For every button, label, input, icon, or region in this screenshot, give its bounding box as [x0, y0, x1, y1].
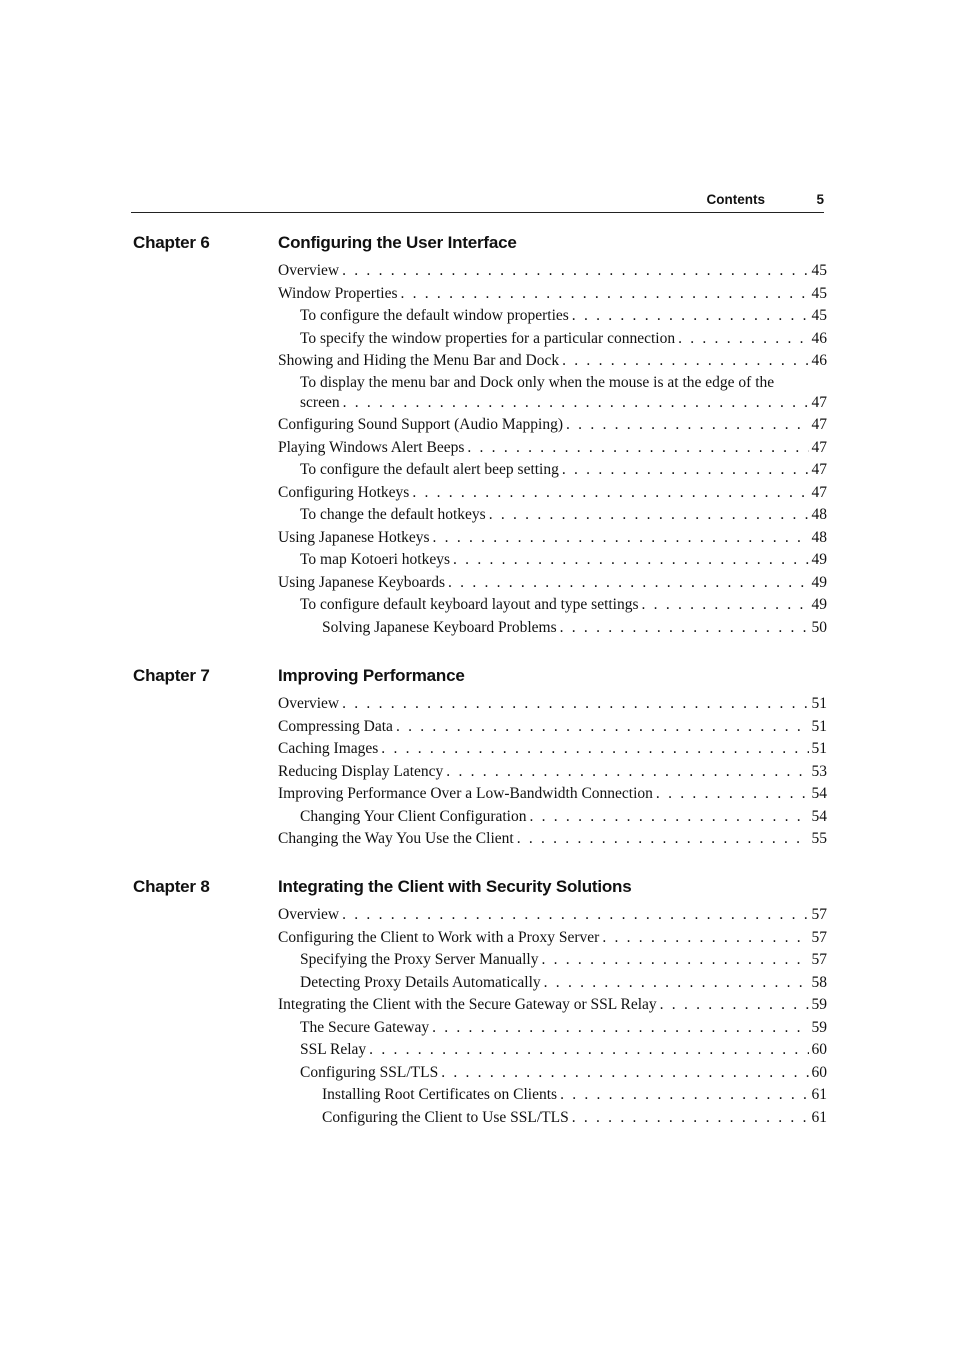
dot-leader	[560, 1084, 808, 1107]
toc-entry[interactable]	[278, 283, 827, 306]
toc-entry[interactable]	[278, 1084, 827, 1107]
dot-leader	[369, 1039, 808, 1062]
toc-entry[interactable]	[278, 828, 827, 851]
dot-leader	[400, 283, 808, 306]
dot-leader	[453, 549, 808, 572]
page-number: 5	[816, 192, 824, 207]
toc-entry-text: Configuring Sound Support (Audio Mapping)	[278, 416, 564, 433]
toc-entry-page: 59	[811, 996, 827, 1013]
dot-leader	[562, 459, 809, 482]
dot-leader	[517, 828, 809, 851]
toc-entry-page: 49	[811, 596, 827, 613]
toc-entry-text: To specify the window properties for a particular connection	[300, 329, 676, 347]
dot-leader	[560, 617, 809, 640]
toc-entry-text: SSL Relay	[300, 1041, 367, 1058]
toc-entry-text: Reducing Display Latency	[278, 762, 444, 780]
toc-entry[interactable]	[278, 1039, 827, 1062]
toc-entry-text: Overview	[278, 695, 340, 712]
toc-entry-page: 54	[811, 785, 827, 802]
toc-entry-text: Configuring Hotkeys	[278, 483, 410, 501]
toc-entry-text: The Secure Gateway	[300, 1018, 430, 1036]
toc-entry[interactable]	[278, 617, 827, 640]
toc-entry[interactable]	[278, 260, 827, 283]
dot-leader	[433, 527, 809, 550]
toc-entry[interactable]	[278, 904, 827, 927]
toc-entry-text: Overview	[278, 906, 340, 923]
running-header	[131, 190, 824, 213]
toc-entry-text: Integrating the Client with the Secure Gateway or SSL Relay	[278, 996, 657, 1013]
dot-leader	[660, 994, 809, 1017]
toc-entry[interactable]	[278, 972, 827, 995]
dot-leader	[396, 716, 809, 739]
chapter-label: Chapter 7	[133, 666, 210, 685]
toc-entries	[278, 904, 827, 1129]
toc-entry-page: 45	[811, 262, 827, 279]
toc-entry[interactable]	[278, 305, 827, 328]
toc-entries	[278, 693, 827, 851]
toc-entry[interactable]	[278, 1107, 827, 1130]
dot-leader	[448, 572, 808, 595]
toc-entry-text: Configuring the Client to Work with a Proxy Server	[278, 928, 600, 946]
toc-entry-page: 60	[811, 1063, 827, 1081]
dot-leader	[467, 437, 808, 460]
dot-leader	[544, 972, 809, 995]
toc-entry-text: Caching Images	[278, 740, 379, 757]
toc-entry-text: Playing Windows Alert Beeps	[278, 438, 465, 456]
dot-leader	[342, 260, 808, 283]
dot-leader	[572, 305, 809, 328]
toc-entry[interactable]	[278, 738, 827, 761]
toc-entry-text: To configure default keyboard layout and type settings	[300, 596, 639, 613]
toc-entry-text: Configuring the Client to Use SSL/TLS	[322, 1108, 569, 1126]
toc-entry[interactable]	[278, 504, 827, 527]
toc-entry-text: Using Japanese Hotkeys	[278, 528, 430, 546]
toc-entry-page: 58	[811, 973, 827, 991]
toc-entry[interactable]	[278, 949, 827, 972]
toc-entry-page: 57	[811, 951, 827, 968]
toc-entry[interactable]	[278, 783, 827, 806]
toc-entry-page: 57	[811, 906, 827, 923]
dot-leader	[342, 904, 808, 927]
dot-leader	[602, 927, 808, 950]
toc-entry-text: Compressing Data	[278, 717, 393, 735]
dot-leader	[541, 949, 808, 972]
toc-entry-page: 61	[811, 1108, 827, 1126]
dot-leader	[562, 350, 808, 373]
chapter-title: Improving Performance	[278, 666, 465, 685]
toc-entry-text: Specifying the Proxy Server Manually	[300, 951, 539, 968]
dot-leader	[572, 1107, 809, 1130]
toc-entry[interactable]	[278, 459, 827, 482]
toc-entry-page: 47	[811, 438, 827, 456]
toc-entry-text: screen	[300, 393, 340, 411]
toc-entry-page: 48	[811, 506, 827, 523]
toc-entry[interactable]	[278, 594, 827, 617]
toc-entry-page: 49	[811, 573, 827, 591]
toc-entry-text: Changing the Way You Use the Client	[278, 830, 514, 847]
toc-entry-text: Solving Japanese Keyboard Problems	[322, 618, 557, 636]
toc-entry[interactable]	[278, 527, 827, 550]
chapter-label: Chapter 8	[133, 877, 210, 896]
toc-entry-page: 48	[811, 528, 827, 546]
dot-leader	[529, 806, 808, 829]
dot-leader	[446, 761, 808, 784]
toc-entry-text: To change the default hotkeys	[300, 506, 486, 523]
toc-entry[interactable]	[278, 927, 827, 950]
toc-entry[interactable]	[278, 572, 827, 595]
toc-entry-text: Window Properties	[278, 284, 398, 302]
toc-entry[interactable]	[278, 716, 827, 739]
toc-entry-page: 51	[811, 695, 827, 712]
toc-entry-text: Using Japanese Keyboards	[278, 573, 446, 591]
dot-leader	[678, 328, 808, 351]
chapter-title: Integrating the Client with Security Solutions	[278, 877, 632, 896]
toc-entry[interactable]	[278, 806, 827, 829]
toc-entry-text: Changing Your Client Configuration	[300, 807, 527, 825]
toc-entry-page: 51	[811, 740, 827, 757]
toc-entry-page: 47	[811, 416, 827, 433]
toc-entry-page: 49	[811, 551, 827, 568]
toc-entry[interactable]	[278, 414, 827, 437]
toc-entry-page: 45	[811, 307, 827, 324]
toc-entry-page: 45	[811, 284, 827, 302]
toc-entry[interactable]	[278, 549, 827, 572]
toc-entry-text: Improving Performance Over a Low-Bandwidth Connection	[278, 785, 653, 802]
toc-entry-text: Configuring SSL/TLS	[300, 1063, 439, 1081]
toc-entry-page: 53	[811, 762, 827, 780]
toc-entry-page: 54	[811, 807, 827, 825]
toc-entry-text: Showing and Hiding the Menu Bar and Dock	[278, 352, 560, 369]
toc-entry-page: 46	[811, 329, 827, 347]
dot-leader	[566, 414, 808, 437]
toc-entry-text: To configure the default alert beep setting	[300, 461, 559, 478]
toc-entry-page: 51	[811, 717, 827, 735]
dot-leader	[432, 1017, 808, 1040]
dot-leader	[642, 594, 809, 617]
toc-entry-page: 61	[811, 1086, 827, 1103]
dot-leader	[656, 783, 809, 806]
toc-entry-page: 47	[811, 483, 827, 501]
toc-entry[interactable]	[278, 328, 827, 351]
dot-leader	[412, 482, 808, 505]
toc-entries	[278, 260, 827, 639]
toc-entry[interactable]	[278, 761, 827, 784]
toc-entry-page: 59	[811, 1018, 827, 1036]
dot-leader	[441, 1062, 808, 1085]
toc-entry[interactable]	[278, 437, 827, 460]
toc-entry-page: 50	[811, 618, 827, 636]
toc-entry-page: 46	[811, 352, 827, 369]
toc-entry[interactable]	[278, 350, 827, 373]
toc-entry[interactable]	[278, 1017, 827, 1040]
toc-entry-text: To display the menu bar and Dock only when the mouse is at the edge of the	[300, 373, 775, 391]
toc-entry[interactable]	[278, 482, 827, 505]
dot-leader	[381, 738, 808, 761]
toc-entry[interactable]	[278, 693, 827, 716]
header-title: Contents	[706, 192, 765, 207]
dot-leader	[489, 504, 809, 527]
toc-entry-text: To configure the default window properties	[300, 307, 569, 324]
chapter-title: Configuring the User Interface	[278, 233, 517, 252]
dot-leader	[343, 392, 809, 415]
chapter-label: Chapter 6	[133, 233, 210, 252]
toc-entry-page: 47	[811, 461, 827, 478]
toc-entry-continuation	[300, 392, 827, 415]
toc-entry-text: To map Kotoeri hotkeys	[300, 551, 451, 568]
toc-entry-text: Overview	[278, 262, 340, 279]
toc-entry[interactable]	[278, 994, 827, 1017]
toc-entry-page: 57	[811, 928, 827, 946]
toc-entry-text: Detecting Proxy Details Automatically	[300, 973, 541, 991]
toc-entry[interactable]	[278, 1062, 827, 1085]
toc-entry-page: 60	[811, 1041, 827, 1058]
toc-entry[interactable]	[278, 373, 827, 415]
dot-leader	[342, 693, 808, 716]
toc-entry-text: Installing Root Certificates on Clients	[322, 1086, 558, 1103]
toc-entry-page: 55	[811, 830, 827, 847]
toc-entry-page: 47	[811, 393, 827, 411]
